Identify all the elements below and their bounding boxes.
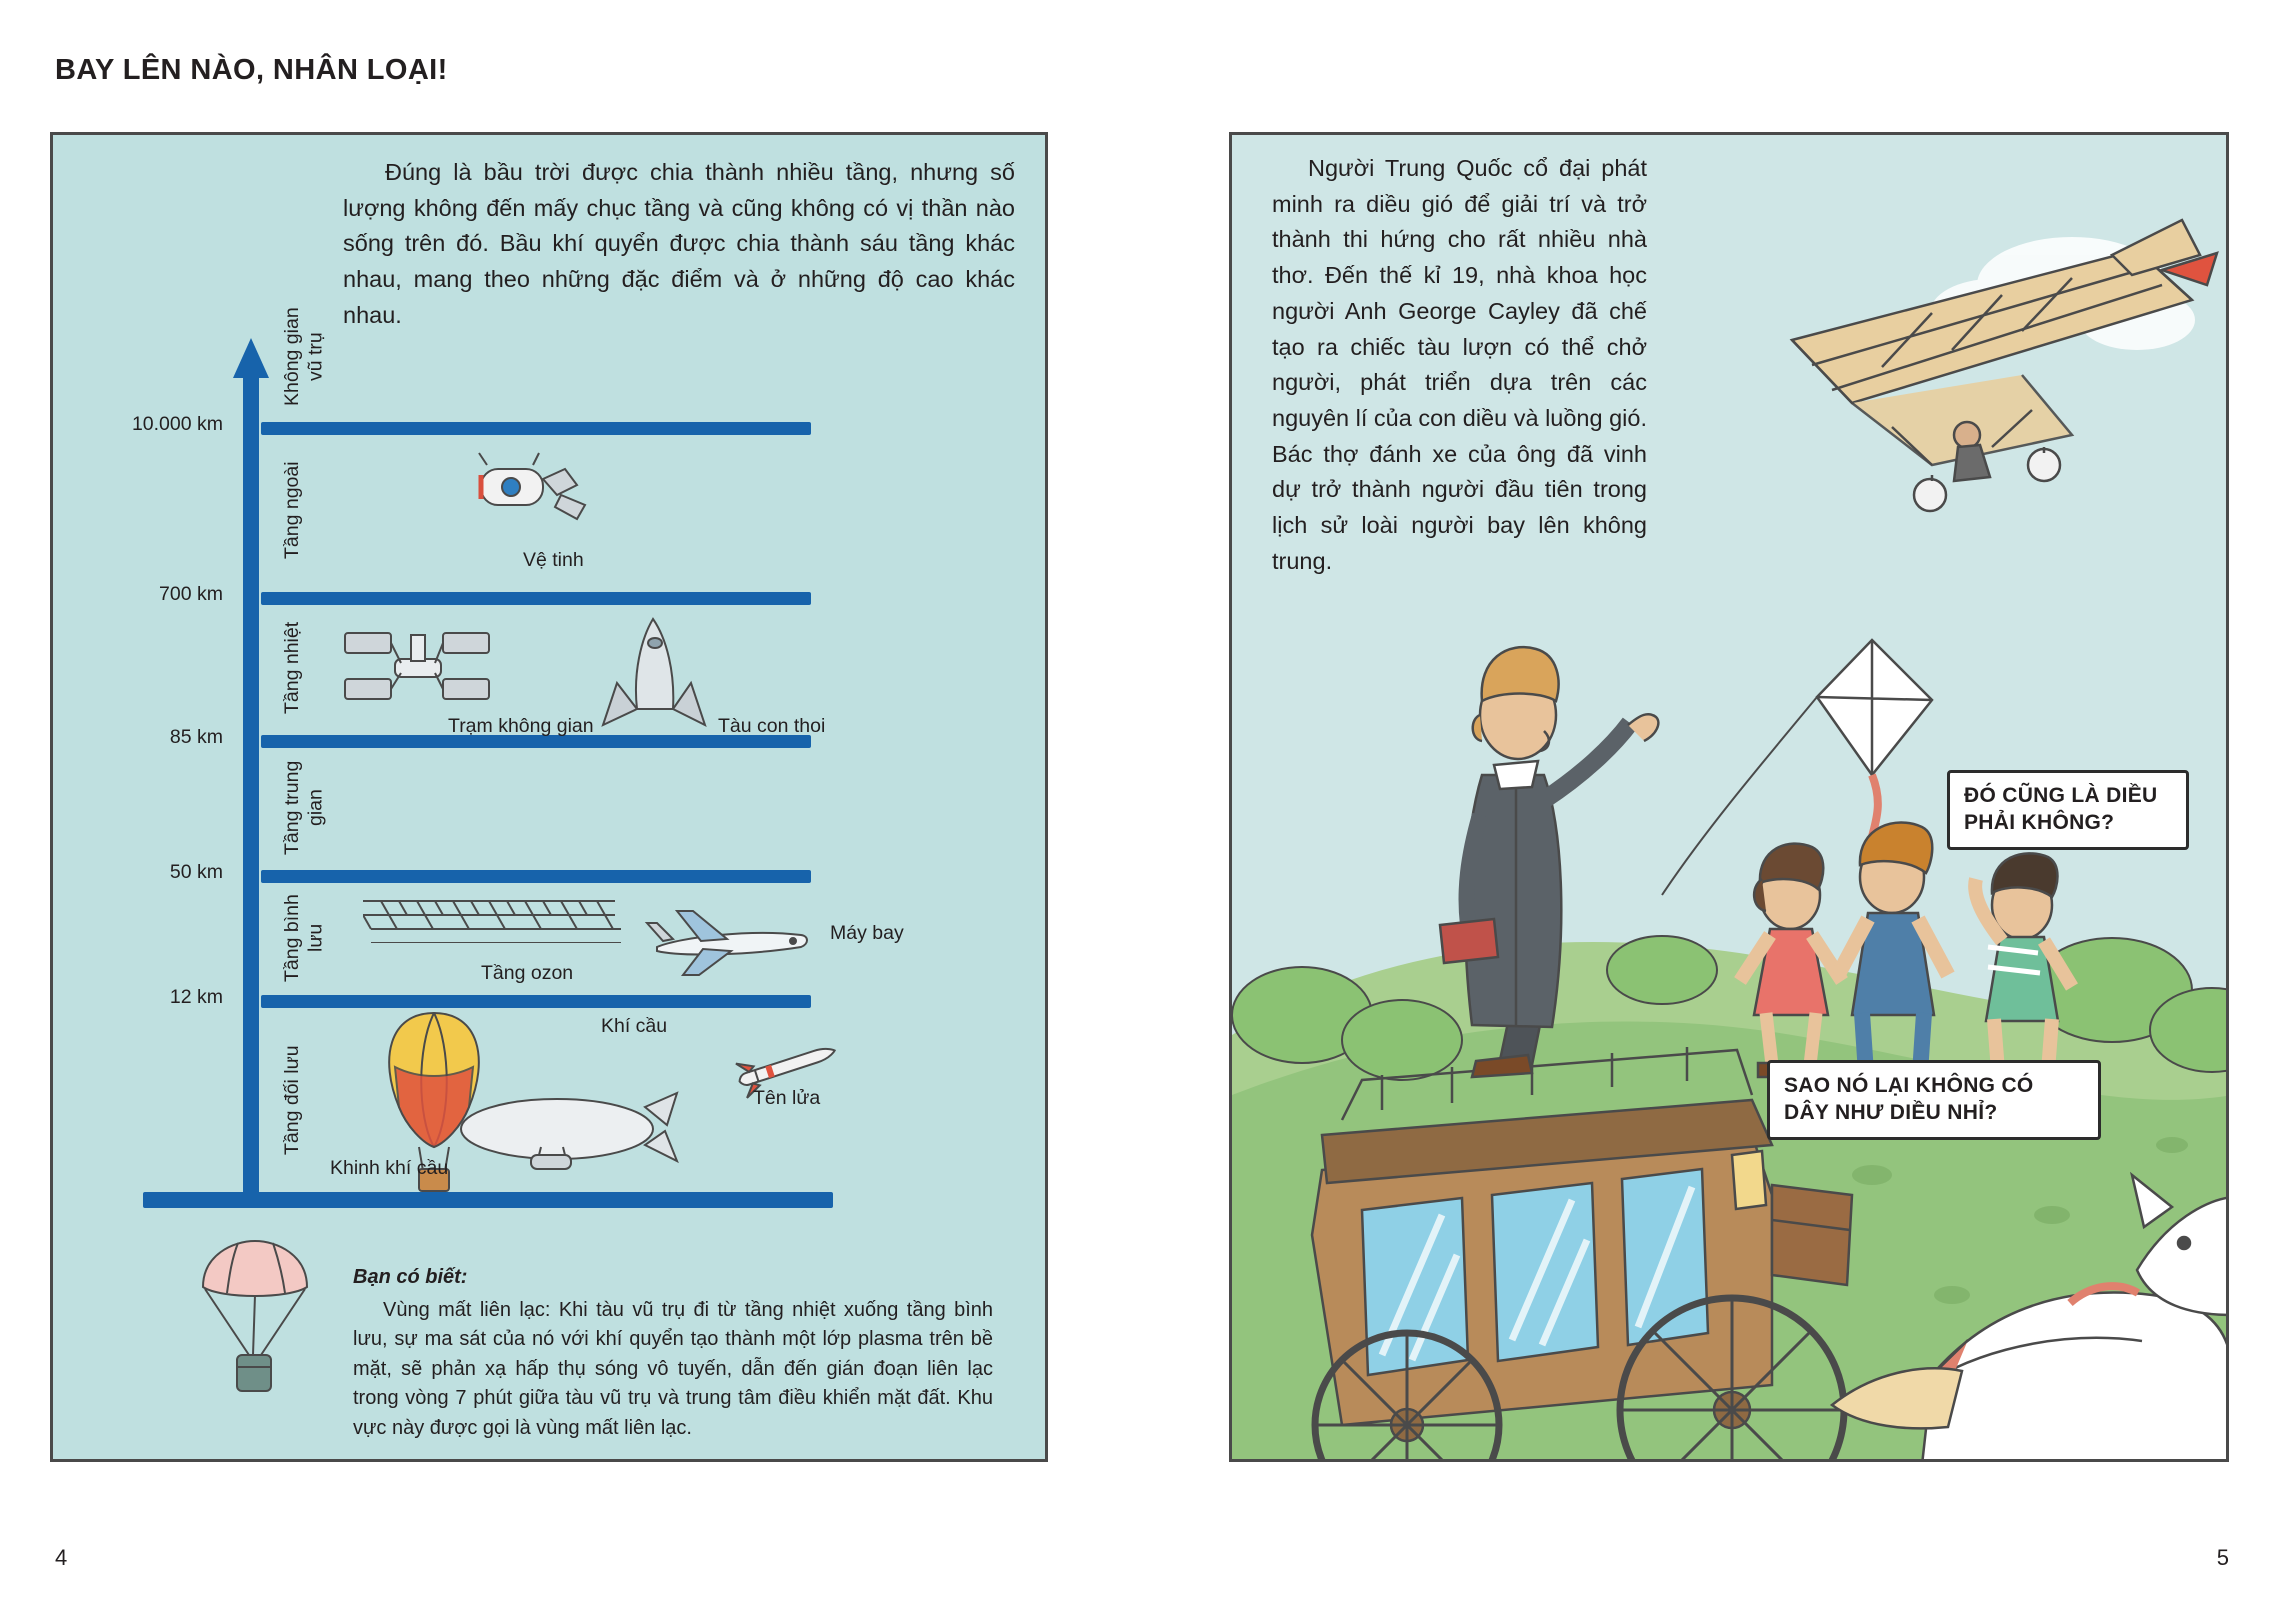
label-tram-khong-gian: Trạm không gian: [448, 715, 594, 737]
parachute-capsule-illustration: [183, 1235, 363, 1425]
alt-label-700km: 700 km: [159, 583, 223, 605]
layer-name-tang-trung-gian: Tầng trung gian: [281, 760, 327, 856]
layer-name-tang-ngoai: Tầng ngoài: [281, 461, 303, 559]
airship-illustration: [453, 1083, 683, 1183]
intro-paragraph-text: Đúng là bầu trời được chia thành nhiều tầng, nhưng số lượng không đến mấy chục tầng và cũng không có vị thần nào sống trên đó. Bầu khí quyển được chia thành sáu tầng khác nhau, mang theo những đặc điểm và ở những độ cao khác nhau.: [343, 159, 1015, 328]
speech-bubble-2-text: SAO NÓ LẠI KHÔNG CÓ DÂY NHƯ DIỀU NHỈ?: [1784, 1074, 2034, 1124]
did-you-know-box: [353, 1263, 993, 1444]
atmosphere-chart: [53, 135, 1045, 1459]
label-tang-ozon: Tầng ozon: [481, 962, 574, 984]
alt-label-85km: 85 km: [169, 726, 223, 748]
label-may-bay: Máy bay: [830, 922, 904, 944]
right-paragraph-text: Người Trung Quốc cổ đại phát minh ra diều gió để giải trí và trở thành thi hứng cho rất nhiều nhà thơ. Đến thế kỉ 19, nhà khoa học người Anh George Cayley đã chế tạo ra chiếc tàu lượn có thể chở người, phát triển dựa trên các nguyên lí của con diều và luồng gió. Bác thợ đánh xe của ông đã vinh dự trở thành người đầu tiên trong lịch sử loài người bay lên không trung.: [1272, 155, 1647, 574]
label-ten-lua: Tên lửa: [753, 1087, 821, 1109]
page-number-left: 4: [55, 1545, 68, 1570]
label-tau-con-thoi: Tàu con thoi: [718, 715, 826, 737]
label-ve-tinh: Vệ tinh: [523, 549, 584, 571]
did-you-know-body: Vùng mất liên lạc: Khi tàu vũ trụ đi từ tầng nhiệt xuống tầng bình lưu, sự ma sát của nó với khí quyển tạo thành một lớp plasma trên bề mặt, sẽ phản xạ hấp thụ sóng vô tuyến, dẫn đến gián đoạn liên lạc trong vòng 7 phút giữa tàu vũ trụ và trung tâm điều khiển mặt đất. Khu vực này được gọi là vùng mất liên lạc.: [353, 1298, 993, 1439]
did-you-know-title: Bạn có biết:: [353, 1266, 468, 1288]
right-paragraph: [1272, 151, 1647, 580]
speech-bubble-1: [1947, 770, 2189, 850]
speech-bubble-1-text: ĐÓ CŨNG LÀ DIỀU PHẢI KHÔNG?: [1964, 784, 2158, 834]
satellite-illustration: [443, 447, 613, 537]
layer-name-tang-binh-luu: Tầng bình lưu: [281, 894, 327, 982]
layer-name-tang-doi-luu: Tầng đối lưu: [281, 1045, 303, 1155]
page-number-right: 5: [2216, 1545, 2229, 1570]
layer-name-khong-gian-vu-tru: Không gian vũ trụ: [281, 307, 327, 407]
alt-label-10000km: 10.000 km: [131, 413, 223, 435]
space-shuttle-illustration: [593, 613, 723, 733]
layer-bar-10000km: [261, 422, 811, 435]
altitude-axis-arrow: [231, 338, 271, 1198]
layer-bar-50km: [261, 870, 811, 883]
ozone-layer-illustration: [363, 895, 623, 943]
space-station-illustration: [325, 615, 505, 725]
page-title: BAY LÊN NÀO, NHÂN LOẠI!: [55, 54, 448, 86]
atmosphere-diagram-panel: [50, 132, 1048, 1462]
alt-label-12km: 12 km: [169, 986, 223, 1008]
label-khinh-khi-cau: Khinh khí cầu: [330, 1157, 449, 1179]
layer-bar-700km: [261, 592, 811, 605]
speech-bubble-2: [1767, 1060, 2101, 1140]
layer-bar-12km: [261, 995, 811, 1008]
alt-label-50km: 50 km: [169, 861, 223, 883]
airplane-illustration: [641, 897, 821, 993]
layer-name-tang-nhiet: Tầng nhiệt: [281, 621, 303, 715]
label-khi-cau: Khí cầu: [601, 1015, 668, 1037]
